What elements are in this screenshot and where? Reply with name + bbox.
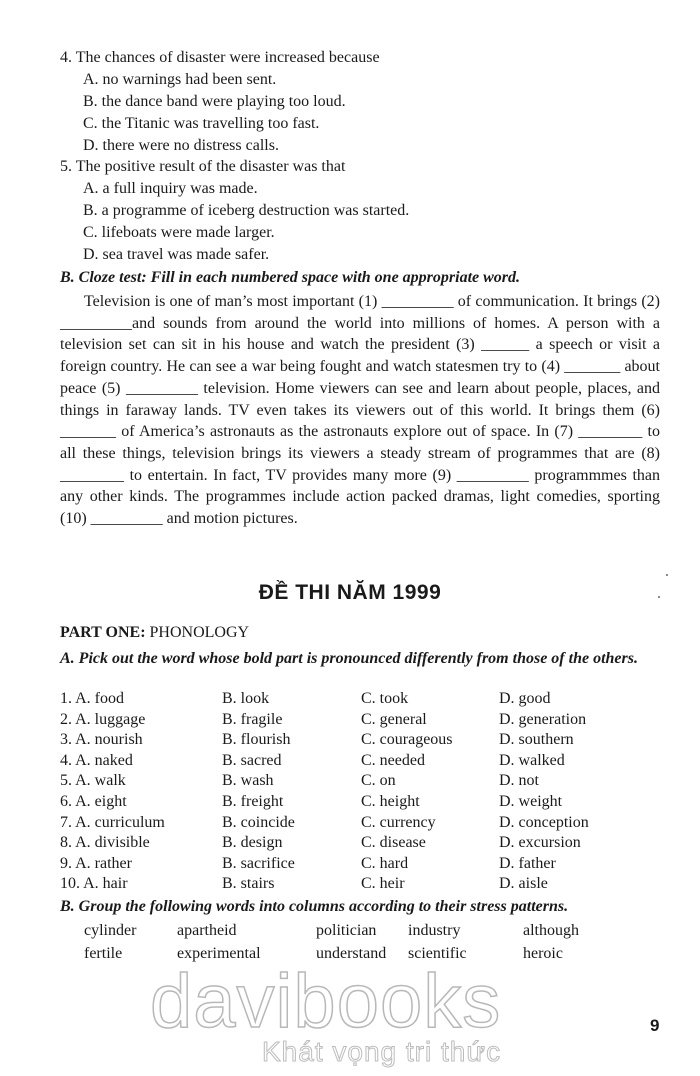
part-label: PART ONE:: [60, 624, 146, 641]
pronunciation-option: C. heir: [361, 875, 405, 893]
word: politician: [316, 922, 377, 939]
pronunciation-option: D. weight: [499, 793, 563, 810]
word: cylinder: [84, 922, 137, 939]
pronunciation-option: D. father: [499, 854, 556, 872]
question-4-option-d: D. there were no distress calls.: [83, 137, 279, 154]
pronunciation-option: D. generation: [499, 710, 587, 728]
section-b-instruction: B. Group the following words into columns according to their stress patterns.: [60, 898, 569, 915]
pronunciation-option: D. good: [499, 690, 551, 707]
pronunciation-option: C. on: [361, 772, 396, 790]
scan-speck: [658, 596, 660, 598]
watermark-logo: davibooks: [150, 959, 502, 1044]
cloze-heading: B. Cloze test: Fill in each numbered space with one appropriate word.: [60, 269, 521, 286]
pronunciation-option: 4. A. naked: [60, 751, 133, 769]
pronunciation-option: D. walked: [499, 751, 565, 769]
pronunciation-option: C. took: [361, 690, 409, 707]
pronunciation-option: 1. A. food: [60, 690, 124, 707]
pronunciation-option: 10. A. hair: [60, 875, 128, 893]
question-4-option-a: A. no warnings had been sent.: [83, 71, 277, 88]
pronunciation-option: 9. A. rather: [60, 854, 132, 872]
part-heading: [60, 624, 249, 642]
pronunciation-option: B. wash: [222, 772, 274, 790]
question-5-option-c: C. lifeboats were made larger.: [83, 224, 275, 241]
word: understand: [316, 945, 387, 962]
pronunciation-option: B. look: [222, 690, 270, 707]
pronunciation-option: D. conception: [499, 813, 589, 831]
watermark-slogan: Khát vọng tri thức: [262, 1036, 502, 1067]
pronunciation-option: C. needed: [361, 751, 425, 769]
pronunciation-option: D. excursion: [499, 834, 581, 852]
pronunciation-option: 2. A. luggage: [60, 710, 146, 728]
pronunciation-option: B. fragile: [222, 710, 283, 728]
pronunciation-option: 5. A. walk: [60, 772, 126, 790]
pronunciation-option: C. courageous: [361, 731, 453, 749]
exam-title: ĐỀ THI NĂM 1999: [258, 581, 442, 604]
pronunciation-option: B. sacrifice: [222, 854, 295, 872]
pronunciation-option: C. hard: [361, 854, 409, 872]
part-name: PHONOLOGY: [149, 624, 250, 641]
pronunciation-option: 6. A. eight: [60, 793, 127, 810]
pronunciation-option: B. stairs: [222, 875, 275, 893]
word: heroic: [523, 945, 563, 962]
scan-speck: [666, 574, 668, 576]
pronunciation-option: D. southern: [499, 731, 574, 749]
pronunciation-option: 7. A. curriculum: [60, 813, 165, 831]
section-a-instruction: A. Pick out the word whose bold part is pronounced differently from those of the others.: [60, 650, 638, 667]
pronunciation-option: D. not: [499, 772, 539, 790]
word: industry: [408, 922, 461, 939]
pronunciation-option: C. height: [361, 793, 420, 810]
cloze-paragraph: Television is one of man’s most important (1) _________ of communication. It brings (2) _________and sounds from around the world into millions of homes. A person with a television set can sit in his house and watch the president (3) ______ a speech or visit a foreign country. He can see a war being fought and watch statesmen try to (4) _______ about peace (5) _________ television. Home viewers can see and learn about people, places, and things in faraway lands. TV even takes its viewers out of this world. It brings them (6) _______ of America’s astronauts as the astronauts explore out of space. In (7) ________ to all these things, television brings its viewers a steady stream of programmes that are (8) ________ to entertain. In fact, TV provides many more (9) _________ programmmes than any other kinds. The programmes include action packed dramas, light comedies, sporting (10) _________ and motion pictures.: [60, 293, 660, 528]
question-4-option-c: C. the Titanic was travelling too fast.: [83, 115, 320, 132]
pronunciation-option: 8. A. divisible: [60, 834, 150, 852]
pronunciation-option: B. freight: [222, 793, 284, 810]
word: scientific: [408, 945, 467, 962]
cloze-paragraph-block: [60, 291, 660, 530]
page-number: 9: [650, 1016, 660, 1035]
question-5-option-b: B. a programme of iceberg destruction was started.: [83, 202, 410, 219]
pronunciation-option: D. aisle: [499, 875, 548, 893]
question-4-option-b: B. the dance band were playing too loud.: [83, 93, 346, 110]
pronunciation-option: C. disease: [361, 834, 426, 852]
pronunciation-option: B. sacred: [222, 751, 282, 769]
word: apartheid: [177, 922, 237, 939]
question-4-stem: 4. The chances of disaster were increased because: [60, 49, 380, 66]
word: although: [523, 922, 579, 939]
pronunciation-option: C. currency: [361, 813, 436, 831]
pronunciation-option: B. design: [222, 834, 283, 852]
pronunciation-option: 3. A. nourish: [60, 731, 143, 749]
question-5-stem: 5. The positive result of the disaster was that: [60, 158, 346, 175]
pronunciation-option: B. coincide: [222, 813, 295, 831]
question-5-option-d: D. sea travel was made safer.: [83, 246, 270, 263]
word: experimental: [177, 945, 261, 962]
pronunciation-option: C. general: [361, 710, 427, 728]
question-5-option-a: A. a full inquiry was made.: [83, 180, 258, 197]
pronunciation-option: B. flourish: [222, 731, 291, 749]
word: fertile: [84, 945, 123, 962]
